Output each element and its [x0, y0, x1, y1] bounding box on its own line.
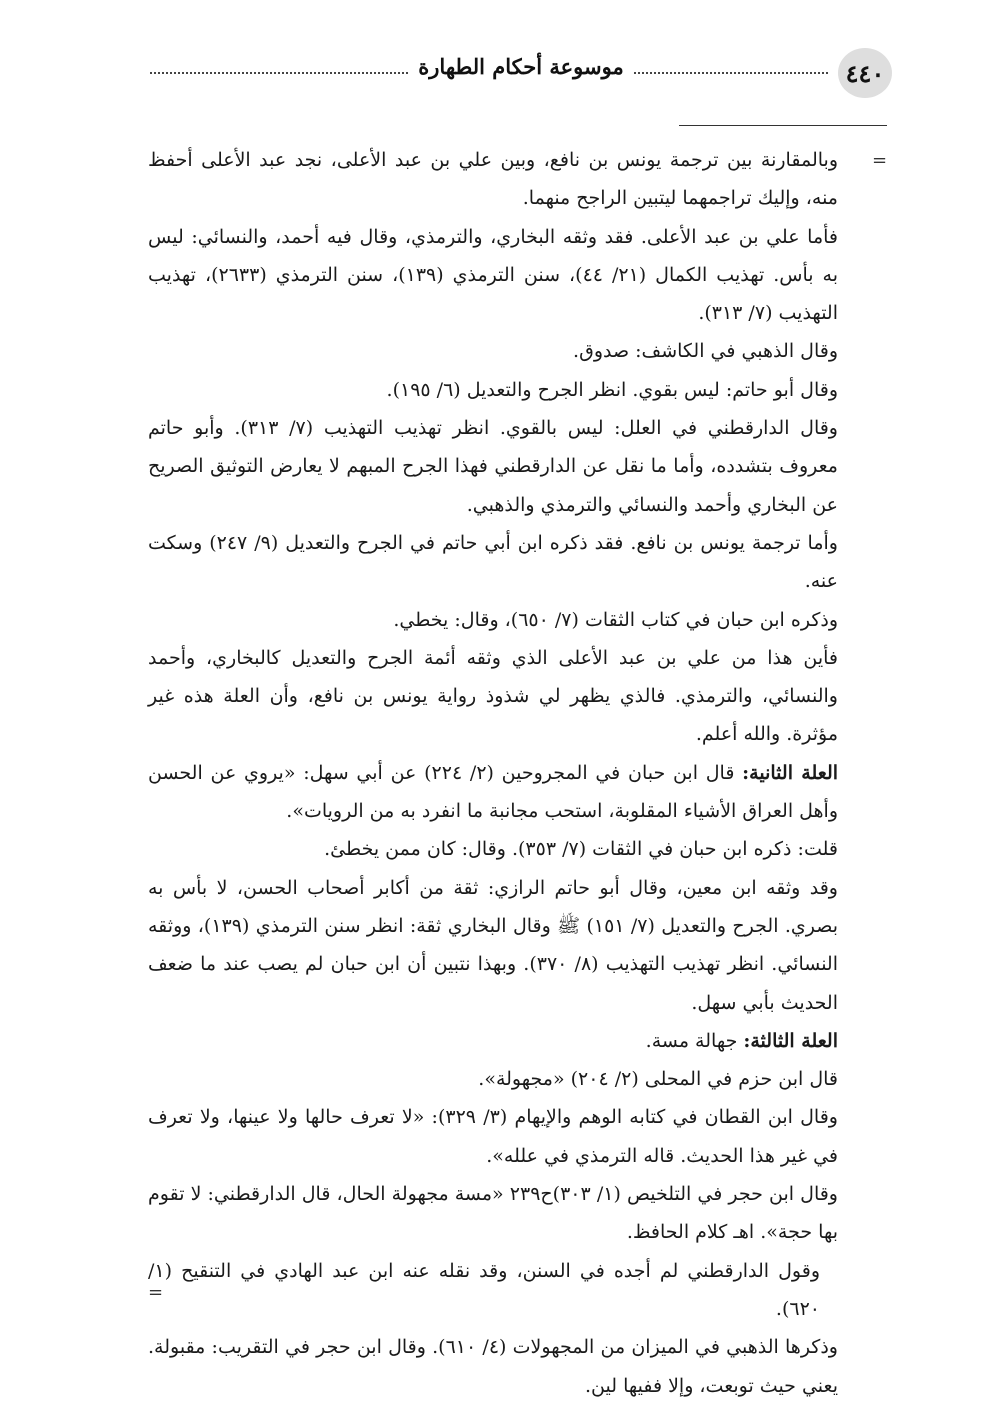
continuation-mark-top: =	[872, 150, 888, 171]
page-header	[150, 48, 892, 100]
page-number-badge: ٤٤٠	[838, 48, 892, 98]
footnote-separator	[679, 125, 887, 126]
footnote-body	[148, 141, 838, 1405]
paragraph: وبالمقارنة بين ترجمة يونس بن نافع، وبين علي بن عبد الأعلى، نجد عبد الأعلى أحفظ منه، وإليك تراجمهما ليتبين الراجح منهما.	[148, 149, 838, 210]
section-heading: العلة الثانية:	[742, 761, 839, 784]
paragraph: العلة الثانية: قال ابن حبان في المجروحين (٢/ ٢٢٤) عن أبي سهل: «يروي عن الحسن وأهل العراق الأشياء المقلوبة، استحب مجانبة ما انفرد به من الرويات».	[148, 761, 839, 823]
paragraph: قلت: ذكره ابن حبان في الثقات (٧/ ٣٥٣). وقال: كان ممن يخطئ.	[324, 838, 838, 861]
paragraph: وقول الدارقطني لم أجده في السنن، وقد نقله عنه ابن عبد الهادي في التنقيح (١/ ٦٢٠).	[148, 1259, 820, 1320]
paragraph: وقال الدارقطني في العلل: ليس بالقوي. انظر تهذيب التهذيب (٧/ ٣١٣). وأبو حاتم معروف بتشدده، وأما ما نقل عن الدارقطني فهذا الجرح المبهم لا يعارض التوثيق الصريح عن البخاري وأحمد والنسائي والترمذي والذهبي.	[148, 417, 838, 516]
paragraph: وذكره ابن حبان في كتاب الثقات (٧/ ٦٥٠)، وقال: يخطي.	[393, 608, 838, 631]
book-title: موسوعة أحكام الطهارة	[408, 54, 633, 79]
paragraph: وقال الذهبي في الكاشف: صدوق.	[573, 340, 838, 363]
paragraph: فأين هذا من علي بن عبد الأعلى الذي وثقه أئمة الجرح والتعديل كالبخاري، وأحمد والنسائي، والترمذي. فالذي يظهر لي شذوذ رواية يونس بن نافع، وأن العلة هذه غير مؤثرة. والله أعلم.	[148, 646, 838, 746]
paragraph: فأما علي بن عبد الأعلى. فقد وثقه البخاري، والترمذي، وقال فيه أحمد، والنسائي: ليس به بأس. تهذيب الكمال (٢١/ ٤٤)، سنن الترمذي (١٣٩)، سنن الترمذي (٢٦٣٣)، تهذيب التهذيب (٧/ ٣١٣).	[148, 225, 838, 325]
paragraph: وقد وثقه ابن معين، وقال أبو حاتم الرازي: ثقة من أكابر أصحاب الحسن، لا بأس به بصري. الجرح والتعديل (٧/ ١٥١) ﷺ وقال البخاري ثقة: انظر سنن الترمذي (١٣٩)، ووثقه النسائي. انظر تهذيب التهذيب (٨/ ٣٧٠). وبهذا نتبين أن ابن حبان لم يصب عند ما ضعف الحديث بأبي سهل.	[148, 876, 838, 1014]
paragraph: وأما ترجمة يونس بن نافع. فقد ذكره ابن أبي حاتم في الجرح والتعديل (٩/ ٢٤٧) وسكت عنه.	[148, 531, 838, 593]
paragraph: وذكرها الذهبي في الميزان من المجهولات (٤/ ٦١٠). وقال ابن حجر في التقريب: مقبولة. يعني حيث توبعت، وإلا ففيها لين.	[148, 1336, 838, 1397]
paragraph: وقال أبو حاتم: ليس بقوي. انظر الجرح والتعديل (٦/ ١٩٥).	[386, 378, 838, 401]
continuation-mark-bottom: =	[148, 1282, 164, 1303]
paragraph: وقال ابن حجر في التلخيص (١/ ٣٠٣)ح٢٣٩ «مسة مجهولة الحال، قال الدارقطني: لا تقوم بها حجة». اهـ كلام الحافظ.	[148, 1183, 838, 1244]
paragraph: العلة الثالثة: جهالة مسة.	[645, 1029, 838, 1052]
paragraph: وقال ابن القطان في كتابه الوهم والإيهام (٣/ ٣٢٩): «لا تعرف حالها ولا عينها، ولا تعرف في غير هذا الحديث. قاله الترمذي في علله».	[148, 1106, 838, 1167]
section-heading: العلة الثالثة:	[743, 1029, 838, 1052]
paragraph: قال ابن حزم في المحلى (٢/ ٢٠٤) «مجهولة».	[478, 1068, 838, 1091]
